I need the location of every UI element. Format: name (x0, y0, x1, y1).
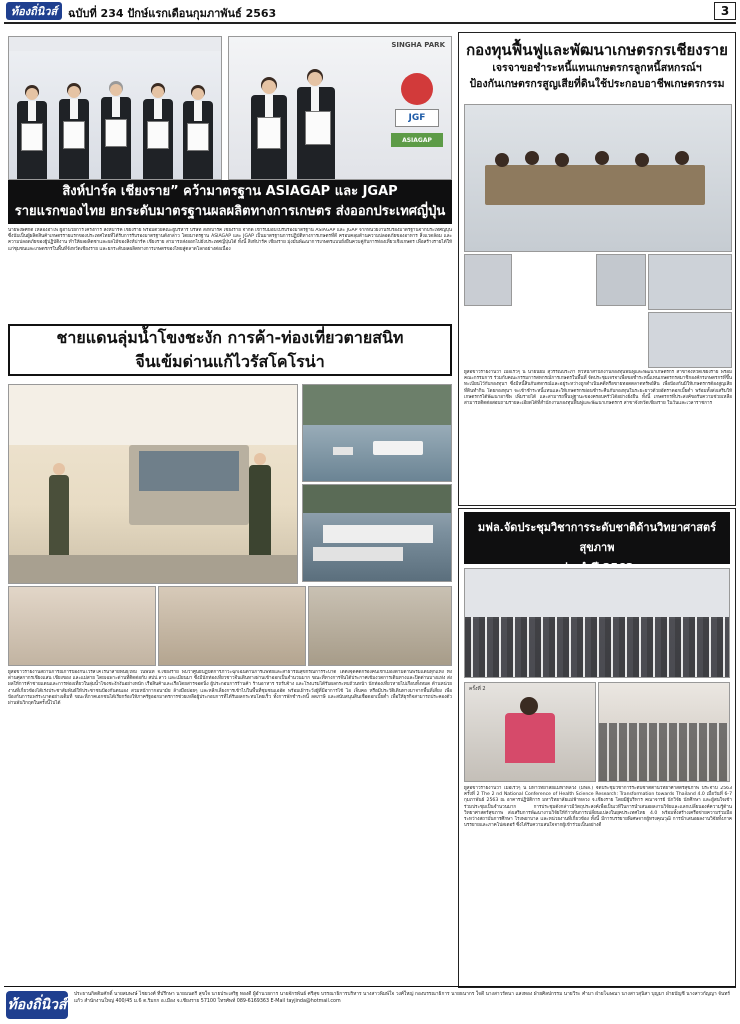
jgf-logo: JGF (395, 109, 439, 127)
mekong-boat-photo-2 (302, 484, 452, 582)
headline-line-3: ป้องกันเกษตรกรสูญเสียที่ดินใช้ประกอบอาชีพเกษตรกรรม (469, 78, 725, 90)
singha-park-photo-right (228, 36, 452, 180)
singha-park-body: นายพงษ์ศักดิ์ เหลืองอำไพ ผู้อำนวยการโครงการ สิงห์ปาร์ค เชียงราย พร้อมด้วยคณะผู้บริหาร บริษัท สิงห์ปาร์ค เชียงราย จำกัด เข้ารับมอบใบรับรองมาตรฐาน ASIAGAP และ JGAP จากหน่วยงานรับรองมาตรฐานจากประเทศญี่ปุ่น ซึ่งนับเป็นผู้ผลิตสินค้าเกษตรรายแรกของประเทศไทยที่ได้รับการรับรองมาตรฐานดังกล่าว โดยมาตรฐาน ASIAGAP และ JGAP เป็นมาตรฐานการปฏิบัติทางการเกษตรที่ดี ครอบคลุมด้านความปลอดภัยของอาหาร สิ่งแวดล้อม และความปลอดภัยของผู้ปฏิบัติงาน ทำให้ผลผลิตชาและผลไม้ของสิงห์ปาร์ค เชียงราย สามารถส่งออกไปยังประเทศญี่ปุ่นได้ ทั้งนี้ สิงห์ปาร์ค เชียงราย มุ่งมั่นพัฒนาการเกษตรแบบยั่งยืนควบคู่กับการท่องเที่ยวเชิงเกษตร เพื่อสร้างรายได้ให้แก่ชุมชนและเกษตรกรในพื้นที่จังหวัดเชียงราย และยกระดับผลผลิตทางการเกษตรของไทยสู่ตลาดโลกอย่างต่อเนื่อง (8, 228, 452, 252)
masthead-logo-text: ท้องถิ่นิวส์ (10, 5, 58, 18)
meeting-photo-small-1 (464, 254, 512, 306)
footer-logo (6, 991, 68, 1019)
singha-park-headline (8, 180, 452, 224)
rehab-fund-body-top (464, 314, 646, 368)
rehab-fund-headline (460, 40, 734, 92)
rehab-fund-lede (514, 256, 594, 308)
border-trade-body: ผู้สื่อข่าวรายงานสถานการณ์การป้องกันไวรัสโคโรน่าสายพันธุ์ใหม่ ในพื้นที่ จ.เชียงราย พบว่าศูนย์ปฏิบัติการภาวะฉุกเฉินด้านการแพทย์และสาธารณสุขกรณีการระบาด ได้ตั้งจุดคัดกรองคนเข้าเมืองตามด่านพรมแดนทุกแห่ง ทั้งด่านศุลกากรเชียงแสน เชียงของ และแม่สาย โดยเฉพาะด่านที่ติดต่อกับ สปป.ลาว และเมียนมา ซึ่งมีนักท่องเที่ยวชาวจีนเดินทางผ่านเข้าออกเป็นจำนวนมาก ขณะที่ทางการจีนได้ประกาศเข้มงวดการเดินทางและปิดด่านบางแห่ง ส่งผลให้การค้าชายแดนและการท่องเที่ยวในลุ่มน้ำโขงชะงักงันอย่างหนัก เรือสินค้าและเรือโดยสารจอดนิ่ง ผู้ประกอบการร้านค้า ร้านอาหาร รถรับจ้าง และโรงแรมได้รับผลกระทบถ้วนหน้า นักท่องเที่ยวหายไปเกือบทั้งหมด ด้านหน่วยงานที่เกี่ยวข้องได้เร่งประชาสัมพันธ์ให้ประชาชนป้องกันตนเอง สวมหน้ากากอนามัย ล้างมือบ่อยๆ และหลีกเลี่ยงการเข้าไปในพื้นที่ชุมชนแออัด พร้อมเฝ้าระวังผู้ที่มีอาการไข้ ไอ เจ็บคอ หรือมีประวัติเดินทางมาจากพื้นที่เสี่ยง เพื่อป้องกันการแพร่ระบาดอย่างเต็มที่ ขณะที่ภาคเอกชนได้เรียกร้องให้ภาครัฐออกมาตรการช่วยเหลือผู้ประกอบการที่ได้รับผลกระทบโดยเร็ว ทั้งการพักชำระหนี้ ลดภาษี และสนับสนุนสินเชื่อดอกเบี้ยต่ำ เพื่อให้ธุรกิจสามารถประคองตัวผ่านพ้นวิกฤตในครั้งนี้ไปได้ (8, 670, 452, 707)
headline-line-2: รายแรกของไทย ยกระดับมาตรฐานผลผลิตทางการเกษตร ส่งออกประเทศญี่ปุ่น (14, 204, 446, 219)
backdrop-brand-text: SINGHA PARK (391, 41, 445, 49)
singha-park-photo-left (8, 36, 222, 180)
header-rule (4, 22, 736, 24)
headline-line-2: เจรจาขอชำระหนี้แทนเกษตรกรลูกหนี้สหกรณ์ฯ (492, 62, 702, 74)
conference-audience-photo (598, 682, 730, 782)
meeting-photo-small-3 (648, 254, 732, 310)
headline-line-2: จีนเข้มด่านแก้ไวรัสโคโรน่า (135, 352, 325, 371)
mekong-boat-photo-1 (302, 384, 452, 482)
border-photo-small-2 (158, 586, 306, 666)
meeting-photo-main (464, 104, 732, 252)
border-photo-small-1 (8, 586, 156, 666)
headline-line-1: ชายแดนลุ่มน้ำโขงชะงัก การค้า-ท่องเที่ยวตายสนิท (56, 328, 404, 347)
brand-logo-circle (401, 73, 433, 105)
photo-caption: ครั้งที่ 2 (469, 686, 486, 692)
rehab-fund-body: ผู้สื่อข่าวรายงานว่า เมื่อเร็วๆ นี้ นายนิยม สุวรรณประภา หัวหน้าสำนักงานกองทุนฟื้นฟูและพัฒนาเกษตรกร สาขาจังหวัดเชียงราย พร้อมคณะกรรมการ ร่วมกับคณะกรรมการสหกรณ์การเกษตรในพื้นที่ จัดประชุมเจรจาเพื่อขอชำระหนี้แทนเกษตรกรสมาชิกองค์กรเกษตรกรที่ขึ้นทะเบียนไว้กับกองทุนฯ ซึ่งมีหนี้สินกับสหกรณ์และอยู่ระหว่างถูกดำเนินคดีหรือขายทอดตลาดทรัพย์สิน เพื่อป้องกันมิให้เกษตรกรต้องสูญเสียที่ดินทำกิน โดยกองทุนฯ จะเข้าชำระหนี้แทนและให้เกษตรกรผ่อนชำระคืนกับกองทุนในระยะยาวด้วยอัตราดอกเบี้ยต่ำ พร้อมทั้งส่งเสริมให้เกษตรกรได้พัฒนาอาชีพ เพิ่มรายได้ และสามารถฟื้นฟูฐานะของครอบครัวได้อย่างยั่งยืน ทั้งนี้ เกษตรกรที่ประสงค์ขอรับความช่วยเหลือสามารถติดต่อสอบถามรายละเอียดได้ที่สำนักงานกองทุนฟื้นฟูและพัฒนาเกษตรกร สาขาจังหวัดเชียงราย ในวันและเวลาราชการ (464, 370, 732, 407)
asiagap-logo: ASIAGAP (391, 133, 443, 147)
conference-group-photo (464, 568, 730, 678)
page-number: 3 (714, 2, 736, 20)
page-footer (4, 986, 736, 1022)
footer-credits: ประธานกิตติมศักดิ์ นายสมพงษ์ ไชยวงศ์ ที่ปรึกษา นายมนตรี สุขใจ นายประเสริฐ ทองดี ผู้อำนวยการ นายจักรพันธ์ ศรีสุข บรรณาธิการบริหาร นางสาวพิมพ์ใจ วงศ์ใหญ่ กองบรรณาธิการ นายธนากร ใจดี นางสาวรัตนา แสงทอง ฝ่ายศิลปกรรม นายวีระ คำมา ฝ่ายโฆษณา นางสาวสุนิสา บุญมา ฝ่ายบัญชี นางสาวกัญญา จันทร์แก้ว สำนักงานใหญ่ 400/45 ม.6 ต.ริมกก อ.เมือง จ.เชียงราย 57100 โทรศัพท์ 089-6169363 E-Mail tayjinda@hotmail.com (74, 992, 731, 1004)
border-checkpoint-photo (8, 384, 298, 584)
meeting-photo-small-4 (648, 312, 732, 368)
headline-line-1: กองทุนฟื้นฟูและพัฒนาเกษตรกรเชียงราย (466, 41, 728, 59)
page-header (0, 0, 740, 22)
conference-speaker-photo (464, 682, 596, 782)
headline-line-1: สิงห์ปาร์ค เชียงราย” คว้ามาตรฐาน ASIAGAP และ JGAP (62, 184, 398, 199)
headline-line-1: มฟล.จัดประชุมวิชาการระดับชาติด้านวิทยาศาสตร์สุขภาพ (477, 521, 717, 554)
mfu-conference-body: ผู้สื่อข่าวรายงานว่า เมื่อเร็วๆ นี้ มหาวิทยาลัยแม่ฟ้าหลวง (มฟล.) จัดประชุมวิชาการระดับชาติด้านวิทยาศาสตร์สุขภาพ ประจำปี 2563 ครั้งที่ 2 The 2 nd National Conference of Health Science Research: Transformation towards Thailand 4.0 เมื่อวันที่ 6-7 กุมภาพันธ์ 2563 ณ อาคารปฏิบัติการ มหาวิทยาลัยแม่ฟ้าหลวง จ.เชียงราย โดยมีผู้บริหาร คณาจารย์ นักวิจัย นักศึกษา และผู้สนใจเข้าร่วมประชุมเป็นจำนวนมาก การประชุมดังกล่าวมีวัตถุประสงค์เพื่อเป็นเวทีในการนำเสนอผลงานวิจัยและแลกเปลี่ยนองค์ความรู้ด้านวิทยาศาสตร์สุขภาพ ส่งเสริมการพัฒนางานวิจัยให้ก้าวทันการเปลี่ยนแปลงในยุคประเทศไทย 4.0 พร้อมทั้งสร้างเครือข่ายความร่วมมือระหว่างสถาบันการศึกษา โรงพยาบาล และหน่วยงานที่เกี่ยวข้อง ทั้งนี้ มีการบรรยายพิเศษจากผู้ทรงคุณวุฒิ การนำเสนอผลงานวิจัยทั้งภาคบรรยายและภาคโปสเตอร์ ซึ่งได้รับความสนใจจากผู้เข้าร่วมเป็นอย่างดี (464, 786, 732, 829)
issue-line: ฉบับที่ 234 ปักษ์แรกเดือนกุมภาพันธ์ 2563 (68, 7, 277, 20)
border-photo-small-3 (308, 586, 452, 666)
masthead-logo (6, 2, 62, 20)
footer-logo-text: ท้องถิ่นิวส์ (7, 997, 67, 1013)
mfu-conference-headline (464, 512, 730, 564)
meeting-photo-small-2 (596, 254, 646, 306)
border-trade-headline (8, 324, 452, 376)
